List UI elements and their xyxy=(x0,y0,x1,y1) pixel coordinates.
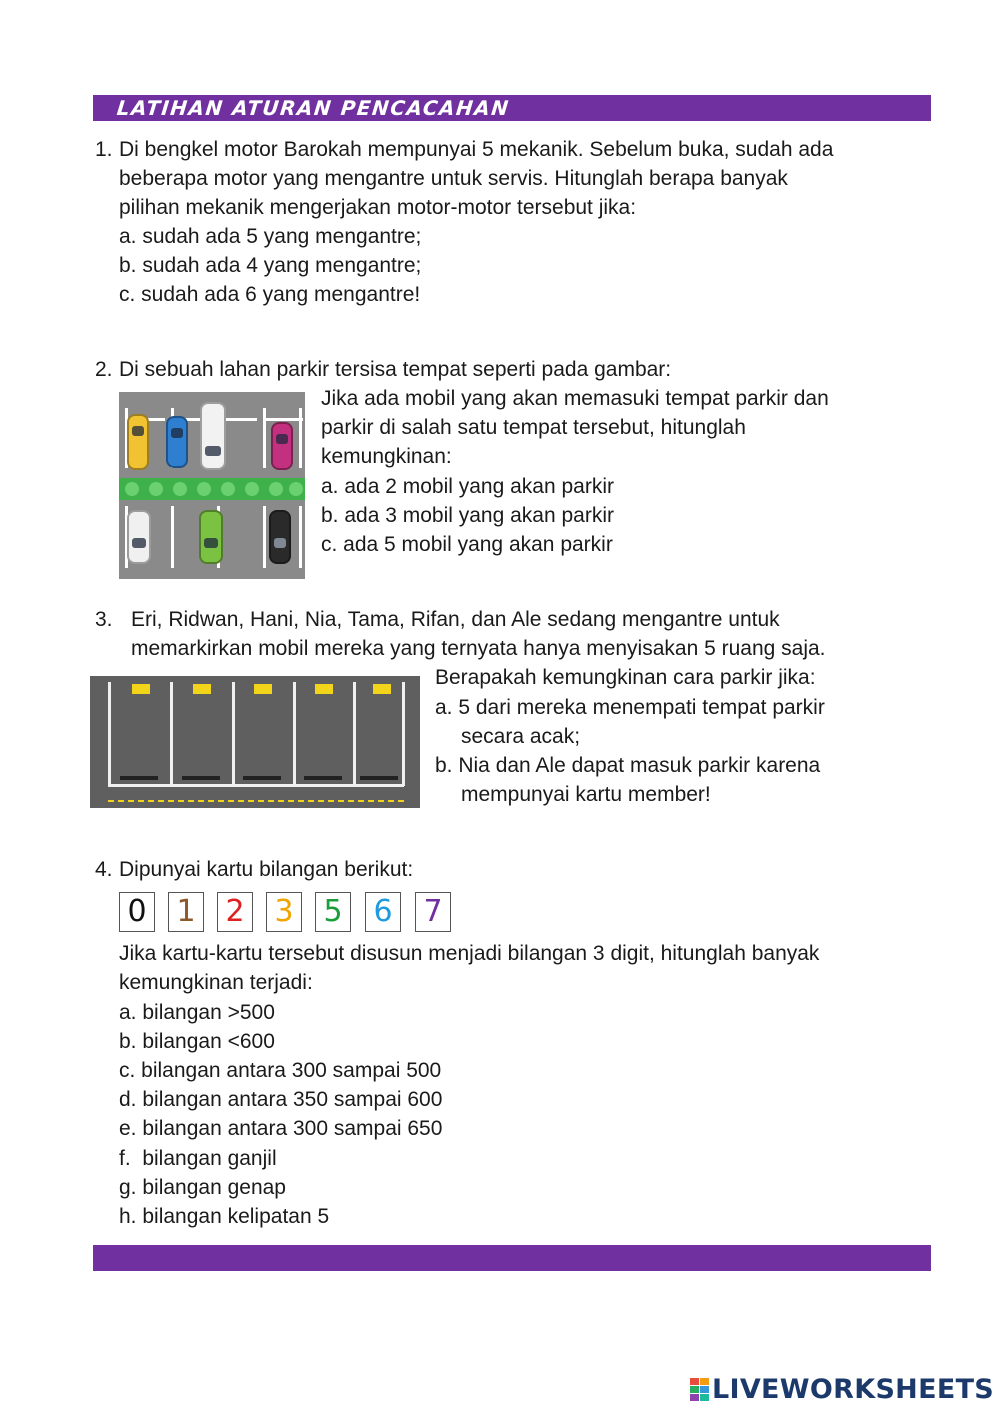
header-bar xyxy=(93,95,931,121)
q4-option-e: e. bilangan antara 300 sampai 650 xyxy=(119,1117,443,1140)
q3-option-a: a. 5 dari mereka menempati tempat parkir xyxy=(435,696,825,719)
q4-option-b: b. bilangan <600 xyxy=(119,1030,275,1053)
q1-option-a: a. sudah ada 5 yang mengantre; xyxy=(119,225,422,248)
car-white xyxy=(127,510,151,564)
number-card: 0 xyxy=(119,892,155,932)
q4-option-a: a. bilangan >500 xyxy=(119,1001,275,1024)
q1-line-2: beberapa motor yang mengantre untuk servis. Hitunglah berapa banyak xyxy=(119,167,788,190)
q4-option-f: f. bilangan ganjil xyxy=(119,1147,277,1170)
q1-option-b: b. sudah ada 4 yang mengantre; xyxy=(119,254,422,277)
footer-bar xyxy=(93,1245,931,1271)
q2-intro: Di sebuah lahan parkir tersisa tempat seperti pada gambar: xyxy=(119,358,672,381)
page-title: LATIHAN ATURAN PENCACAHAN xyxy=(115,96,511,120)
q3-option-b: b. Nia dan Ale dapat masuk parkir karena xyxy=(435,754,821,777)
q3-line-3: Berapakah kemungkinan cara parkir jika: xyxy=(435,666,816,689)
q4-number: 4. xyxy=(95,858,113,881)
van-white xyxy=(200,402,226,470)
number-card: 5 xyxy=(315,892,351,932)
car-green xyxy=(199,510,223,564)
number-card: 6 xyxy=(365,892,401,932)
q3-line-1: Eri, Ridwan, Hani, Nia, Tama, Rifan, dan Ale sedang mengantre untuk xyxy=(131,608,780,631)
parking-lot-image xyxy=(119,392,305,579)
q4-intro: Dipunyai kartu bilangan berikut: xyxy=(119,858,414,881)
q3-option-b-cont: mempunyai kartu member! xyxy=(461,783,711,806)
q3-option-a-cont: secara acak; xyxy=(461,725,581,748)
number-card: 2 xyxy=(217,892,253,932)
green-median xyxy=(119,478,305,500)
q2-line-2: parkir di salah satu tempat tersebut, hitunglah xyxy=(321,416,746,439)
q1-number: 1. xyxy=(95,138,113,161)
number-card: 1 xyxy=(168,892,204,932)
q4-line-1: Jika kartu-kartu tersebut disusun menjadi bilangan 3 digit, hitunglah banyak xyxy=(119,942,820,965)
q2-line-3: kemungkinan: xyxy=(321,445,452,468)
liveworksheets-icon xyxy=(690,1378,710,1402)
q4-option-h: h. bilangan kelipatan 5 xyxy=(119,1205,330,1228)
number-card: 7 xyxy=(415,892,451,932)
q2-option-a: a. ada 2 mobil yang akan parkir xyxy=(321,475,615,498)
q1-line-1: Di bengkel motor Barokah mempunyai 5 mekanik. Sebelum buka, sudah ada xyxy=(119,138,834,161)
q2-option-b: b. ada 3 mobil yang akan parkir xyxy=(321,504,615,527)
q1-option-c: c. sudah ada 6 yang mengantre! xyxy=(119,283,421,306)
q2-option-c: c. ada 5 mobil yang akan parkir xyxy=(321,533,613,556)
q4-option-c: c. bilangan antara 300 sampai 500 xyxy=(119,1059,442,1082)
car-yellow xyxy=(127,414,149,470)
q4-line-2: kemungkinan terjadi: xyxy=(119,971,313,994)
car-magenta xyxy=(271,422,293,470)
car-blue xyxy=(166,416,188,468)
q2-number: 2. xyxy=(95,358,113,381)
q3-line-2: memarkirkan mobil mereka yang ternyata hanya menyisakan 5 ruang saja. xyxy=(131,637,826,660)
q1-line-3: pilihan mekanik mengerjakan motor-motor tersebut jika: xyxy=(119,196,637,219)
q3-number: 3. xyxy=(95,608,113,631)
q4-option-g: g. bilangan genap xyxy=(119,1176,286,1199)
parking-spaces-image xyxy=(90,676,420,808)
liveworksheets-text: LIVEWORKSHEETS xyxy=(712,1374,995,1405)
number-card: 3 xyxy=(266,892,302,932)
q2-line-1: Jika ada mobil yang akan memasuki tempat parkir dan xyxy=(321,387,829,410)
car-black xyxy=(269,510,291,564)
q4-option-d: d. bilangan antara 350 sampai 600 xyxy=(119,1088,443,1111)
